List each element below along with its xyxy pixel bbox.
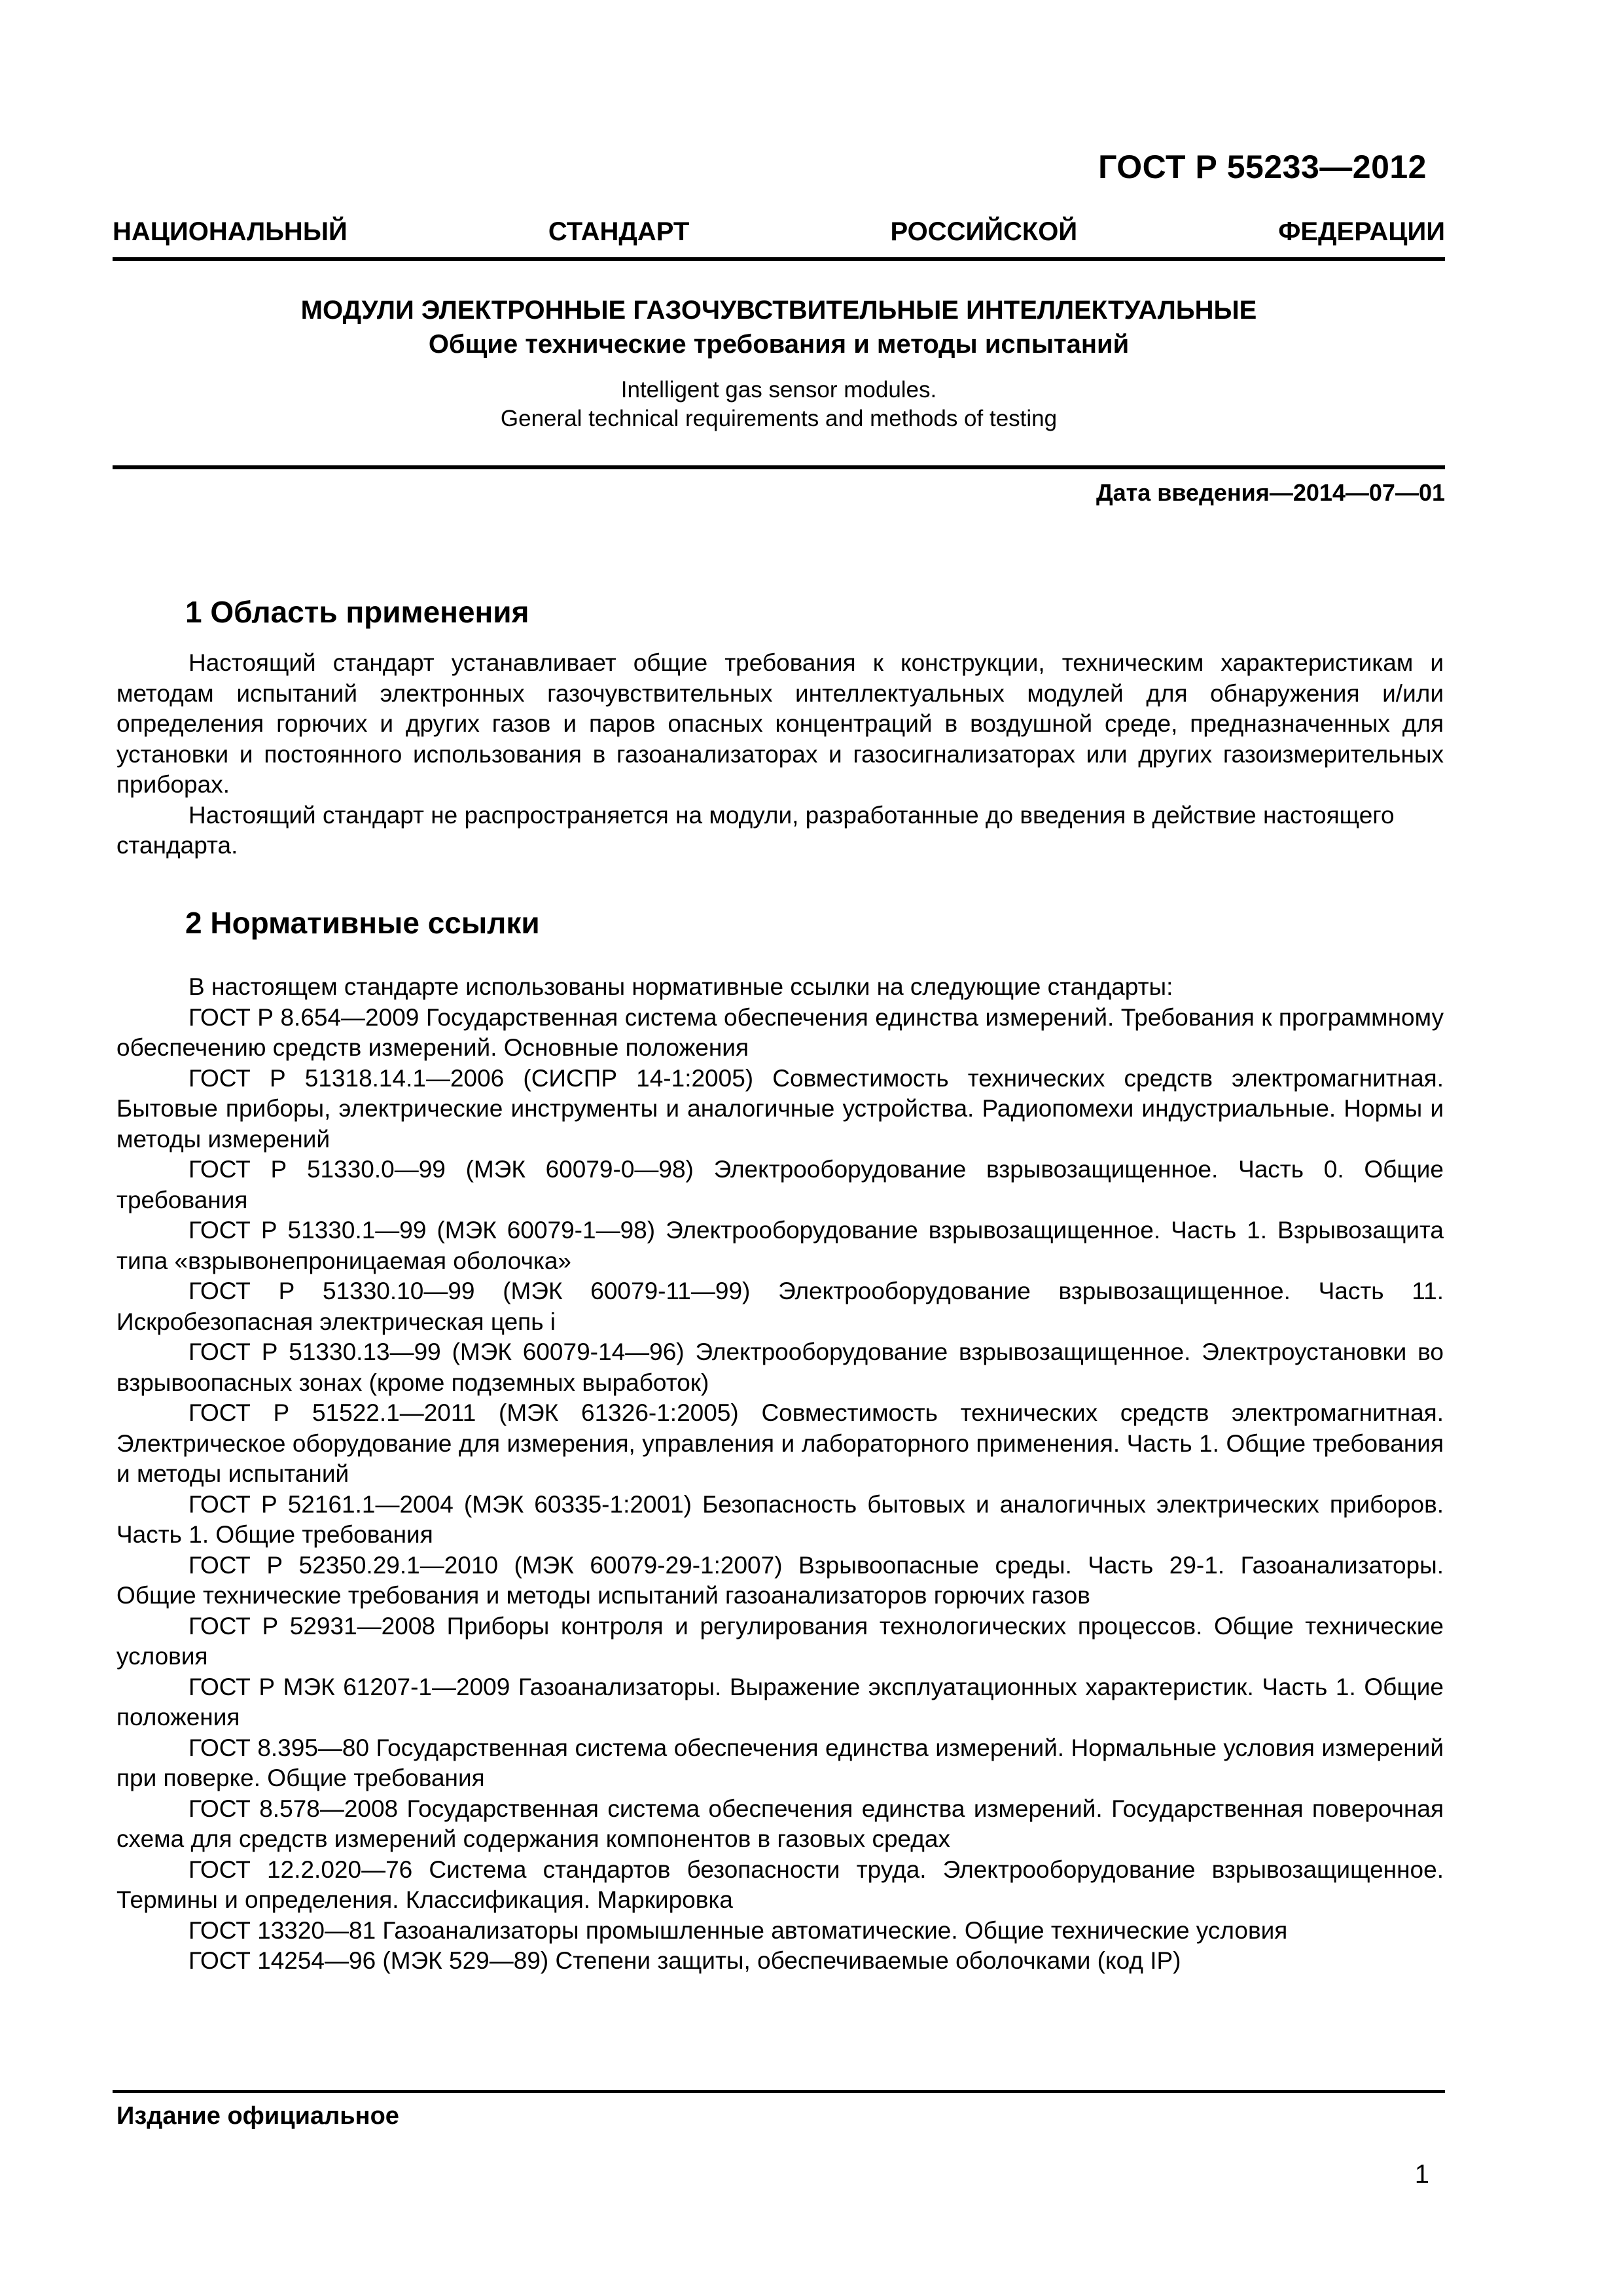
scope-text	[116, 648, 1444, 861]
paragraph: Настоящий стандарт устанавливает общие требования к конструкции, техническим характеристикам и методам испытаний электронных газочувствительных интеллектуальных модулей для обнаружения и/или определения горючих и других газов и паров опасных концентраций в воздушной среде, предназначенных для установки и постоянного использования в газоанализаторах и газосигнализаторах или других газоизмерительных приборах.	[116, 649, 1444, 798]
reference-item: ГОСТ 14254—96 (МЭК 529—89) Степени защиты, обеспечиваемые оболочками (код IP)	[188, 1947, 1181, 1974]
reference-item: ГОСТ Р 51330.10—99 (МЭК 60079-11—99) Электрооборудование взрывозащищенное. Часть 11. Искробезопасная электрическая цепь i	[116, 1278, 1444, 1335]
banner-word: НАЦИОНАЛЬНЫЙ	[113, 217, 348, 246]
footer-divider	[113, 2090, 1445, 2093]
section-heading-scope: 1 Область применения	[185, 595, 529, 629]
banner-word: СТАНДАРТ	[548, 217, 690, 246]
references-intro: В настоящем стандарте использованы нормативные ссылки на следующие стандарты:	[188, 973, 1173, 1000]
reference-item: ГОСТ Р 51330.0—99 (МЭК 60079-0—98) Электрооборудование взрывозащищенное. Часть 0. Общие требования	[116, 1156, 1444, 1213]
standard-number: ГОСТ Р 55233—2012	[1098, 149, 1427, 185]
reference-item: ГОСТ Р 51330.13—99 (МЭК 60079-14—96) Электрооборудование взрывозащищенное. Электроустановки во взрывоопасных зонах (кроме подземных выработок)	[116, 1338, 1444, 1396]
title-en-line: Intelligent gas sensor modules.	[620, 377, 937, 403]
reference-item: ГОСТ Р МЭК 61207-1—2009 Газоанализаторы. Выражение эксплуатационных характеристик. Часть 1. Общие положения	[116, 1673, 1444, 1731]
introduction-date: Дата введения—2014—07—01	[1096, 479, 1445, 506]
title-en-line: General technical requirements and methods of testing	[500, 406, 1058, 431]
page-number: 1	[1414, 2160, 1429, 2189]
reference-item: ГОСТ Р 51318.14.1—2006 (СИСПР 14-1:2005) Совместимость технических средств электромагнитная. Бытовые приборы, электрические инструменты и аналогичные устройства. Радиопомехи индустриальные. Нормы и методы измерений	[116, 1064, 1444, 1153]
title-line: МОДУЛИ ЭЛЕКТРОННЫЕ ГАЗОЧУВСТВИТЕЛЬНЫЕ ИНТЕЛЛЕКТУАЛЬНЫЕ	[300, 296, 1257, 325]
reference-item: ГОСТ Р 8.654—2009 Государственная система обеспечения единства измерений. Требования к программному обеспечению средств измерений. Основные положения	[116, 1003, 1444, 1061]
reference-item: ГОСТ Р 52931—2008 Приборы контроля и регулирования технологических процессов. Общие технические условия	[116, 1612, 1444, 1670]
banner-word: РОССИЙСКОЙ	[890, 217, 1078, 246]
reference-item: ГОСТ Р 52350.29.1—2010 (МЭК 60079-29-1:2007) Взрывоопасные среды. Часть 29-1. Газоанализаторы. Общие технические требования и методы испытаний газоанализаторов горючих газов	[116, 1551, 1444, 1609]
reference-item: ГОСТ Р 51330.1—99 (МЭК 60079-1—98) Электрооборудование взрывозащищенное. Часть 1. Взрывозащита типа «взрывонепроницаемая оболочка»	[116, 1217, 1444, 1274]
national-standard-banner	[113, 217, 1445, 247]
banner-word: ФЕДЕРАЦИИ	[1278, 217, 1445, 246]
section-heading-references: 2 Нормативные ссылки	[185, 906, 540, 940]
reference-item: ГОСТ Р 52161.1—2004 (МЭК 60335-1:2001) Безопасность бытовых и аналогичных электрических приборов. Часть 1. Общие требования	[116, 1490, 1444, 1548]
reference-item: ГОСТ 13320—81 Газоанализаторы промышленные автоматические. Общие технические условия	[188, 1916, 1288, 1944]
reference-item: ГОСТ 8.578—2008 Государственная система обеспечения единства измерений. Государственная поверочная схема для средств измерений содержания компонентов в газовых средах	[116, 1795, 1444, 1852]
subtitle-line: Общие технические требования и методы испытаний	[428, 330, 1130, 359]
header-divider	[113, 257, 1445, 261]
edition-label: Издание официальное	[116, 2102, 399, 2130]
reference-item: ГОСТ 8.395—80 Государственная система обеспечения единства измерений. Нормальные условия измерений при поверке. Общие требования	[116, 1734, 1444, 1791]
reference-item: ГОСТ 12.2.020—76 Система стандартов безопасности труда. Электрооборудование взрывозащищенное. Термины и определения. Классификация. Маркировка	[116, 1856, 1444, 1913]
paragraph: Настоящий стандарт не распространяется на модули, разработанные до введения в действие настоящего стандарта.	[116, 801, 1395, 859]
document-title-en	[113, 376, 1445, 433]
references-list	[116, 972, 1444, 1977]
document-title-ru	[113, 293, 1445, 361]
reference-item: ГОСТ Р 51522.1—2011 (МЭК 61326-1:2005) Совместимость технических средств электромагнитная. Электрическое оборудование для измерения, управления и лабораторного применения. Часть 1. Общие требования и методы испытаний	[116, 1399, 1444, 1487]
title-divider	[113, 465, 1445, 469]
